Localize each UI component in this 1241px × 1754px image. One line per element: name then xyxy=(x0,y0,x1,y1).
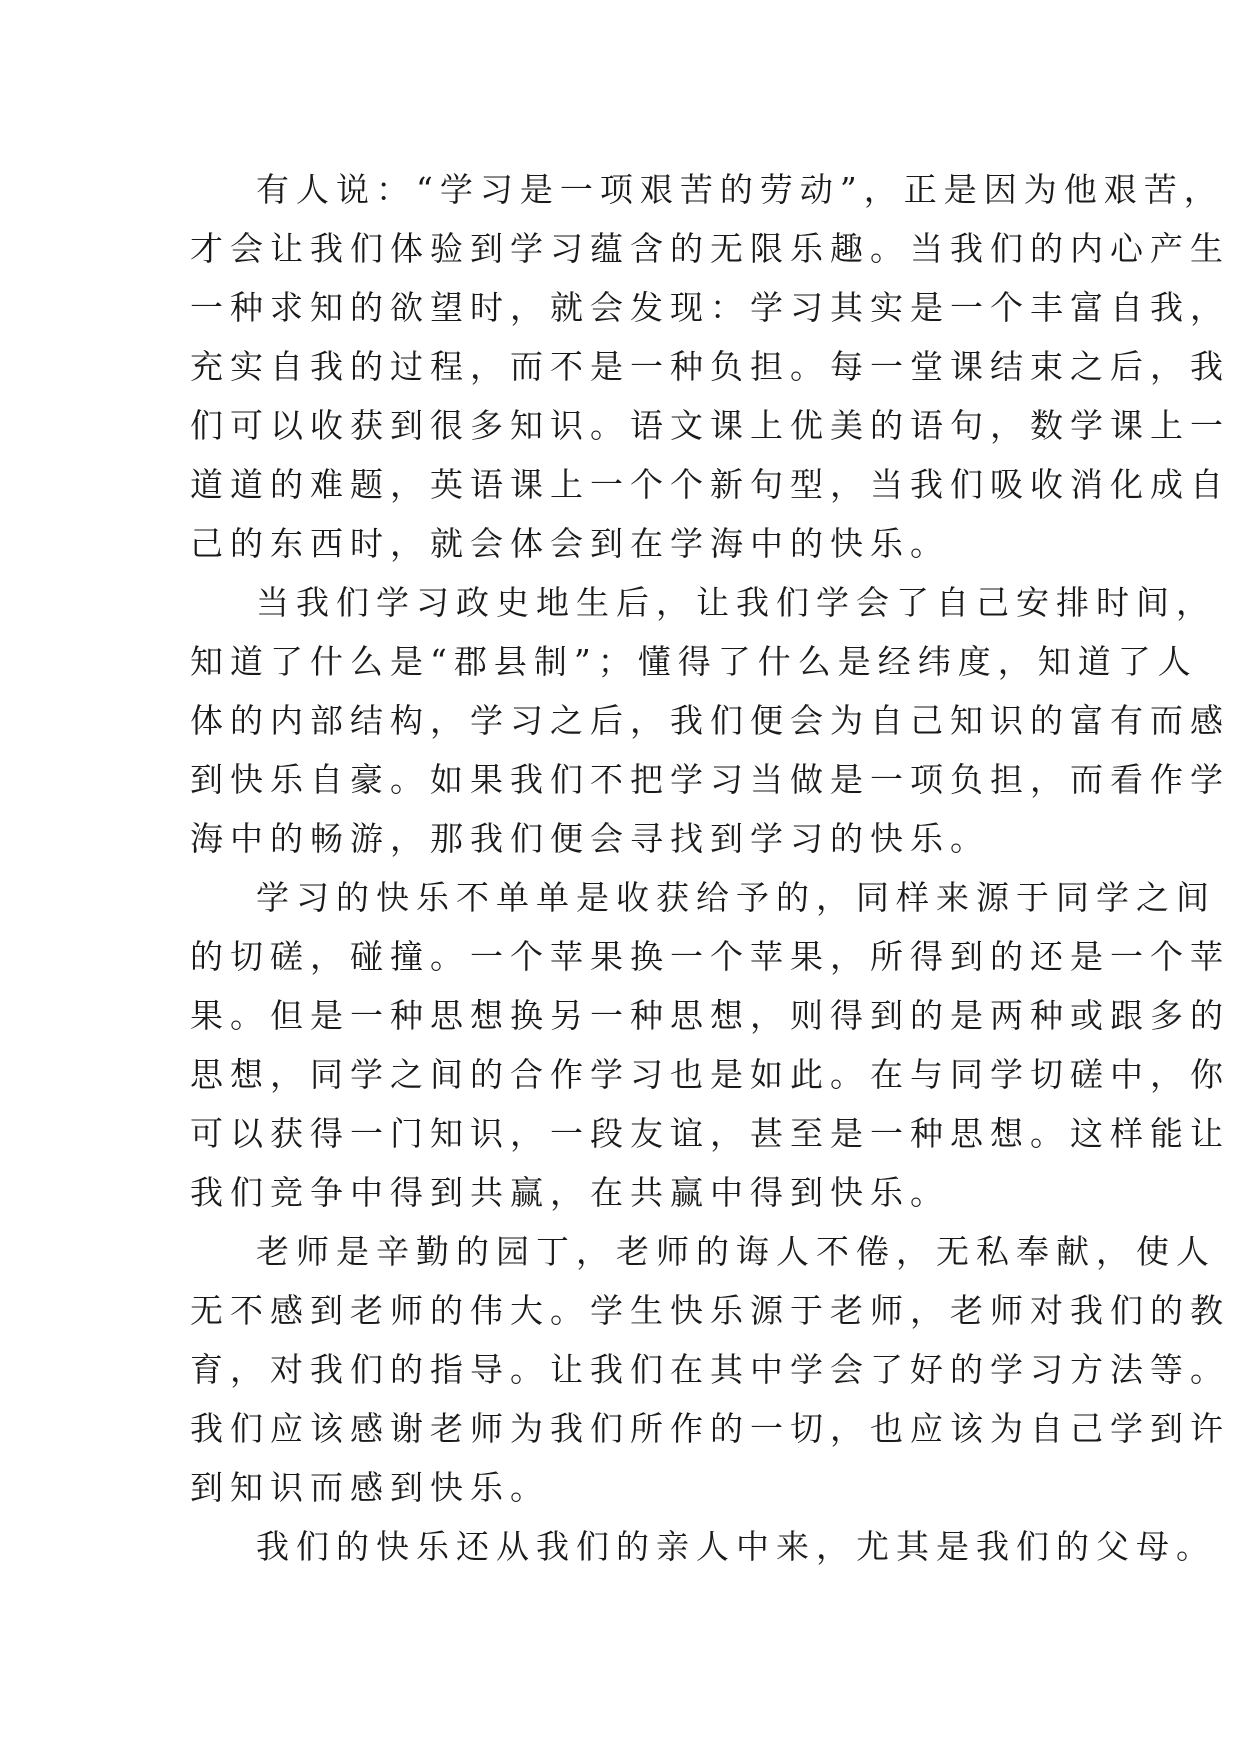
paragraph-1 xyxy=(190,160,1230,573)
document-body xyxy=(190,160,1230,1576)
paragraph-4 xyxy=(190,1222,1230,1517)
paragraph-line: 才会让我们体验到学习蕴含的无限乐趣。当我们的内心产生 xyxy=(190,229,1230,268)
paragraph-line: 有人说：“学习是一项艰苦的劳动”，正是因为他艰苦， xyxy=(256,170,1224,209)
paragraph-line: 们可以收获到很多知识。语文课上优美的语句，数学课上一 xyxy=(190,406,1230,445)
paragraph-line: 果。但是一种思想换另一种思想，则得到的是两种或跟多的 xyxy=(190,996,1230,1035)
paragraph-line: 当我们学习政史地生后，让我们学会了自己安排时间， xyxy=(256,583,1216,622)
paragraph-line: 海中的畅游，那我们便会寻找到学习的快乐。 xyxy=(190,819,990,858)
paragraph-line: 学习的快乐不单单是收获给予的，同样来源于同学之间 xyxy=(256,878,1216,917)
paragraph-line: 到快乐自豪。如果我们不把学习当做是一项负担，而看作学 xyxy=(190,760,1230,799)
paragraph-line: 我们的快乐还从我们的亲人中来，尤其是我们的父母。 xyxy=(256,1527,1216,1566)
paragraph-5 xyxy=(190,1517,1216,1576)
paragraph-line: 一种求知的欲望时，就会发现：学习其实是一个丰富自我， xyxy=(190,288,1230,327)
paragraph-line: 思想，同学之间的合作学习也是如此。在与同学切磋中，你 xyxy=(190,1055,1230,1094)
paragraph-line: 知道了什么是“郡县制”；懂得了什么是经纬度，知道了人 xyxy=(190,642,1198,681)
paragraph-2 xyxy=(190,573,1230,868)
paragraph-line: 己的东西时，就会体会到在学海中的快乐。 xyxy=(190,524,950,563)
paragraph-line: 无不感到老师的伟大。学生快乐源于老师，老师对我们的教 xyxy=(190,1291,1230,1330)
paragraph-3 xyxy=(190,868,1230,1222)
paragraph-line: 我们竞争中得到共赢，在共赢中得到快乐。 xyxy=(190,1173,950,1212)
paragraph-line: 到知识而感到快乐。 xyxy=(190,1468,550,1507)
paragraph-line: 育，对我们的指导。让我们在其中学会了好的学习方法等。 xyxy=(190,1350,1230,1389)
paragraph-line: 老师是辛勤的园丁，老师的诲人不倦，无私奉献，使人 xyxy=(256,1232,1216,1271)
paragraph-line: 可以获得一门知识，一段友谊，甚至是一种思想。这样能让 xyxy=(190,1114,1230,1153)
paragraph-line: 道道的难题，英语课上一个个新句型，当我们吸收消化成自 xyxy=(190,465,1230,504)
paragraph-line: 充实自我的过程，而不是一种负担。每一堂课结束之后，我 xyxy=(190,347,1230,386)
paragraph-line: 体的内部结构，学习之后，我们便会为自己知识的富有而感 xyxy=(190,701,1230,740)
paragraph-line: 的切磋，碰撞。一个苹果换一个苹果，所得到的还是一个苹 xyxy=(190,937,1230,976)
paragraph-line: 我们应该感谢老师为我们所作的一切，也应该为自己学到许 xyxy=(190,1409,1230,1448)
